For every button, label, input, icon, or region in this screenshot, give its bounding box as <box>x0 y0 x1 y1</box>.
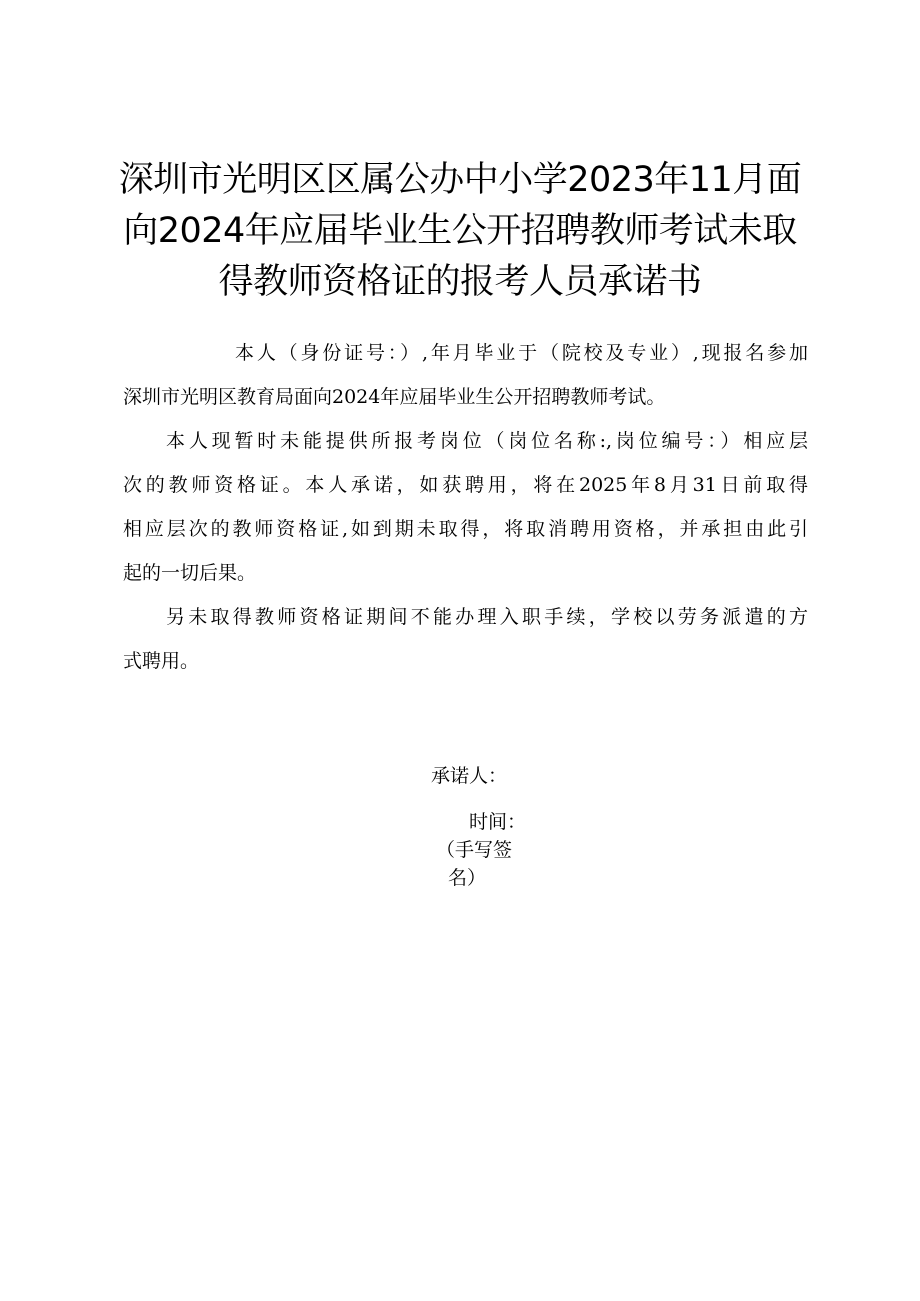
paragraph-line: 本人现暂时未能提供所报考岗位（岗位名称:,岗位编号：）相应层 <box>166 430 808 452</box>
signature-handwritten-note: （手写签 <box>436 839 513 861</box>
title-line-3: 得教师资格证的报考人员承诺书 <box>218 262 702 302</box>
paragraph-applicant-info <box>123 331 808 419</box>
paragraph-line: 式聘用。 <box>123 650 200 672</box>
paragraph-employment-note <box>123 595 808 683</box>
paragraph-line: 起的一切后果。 <box>123 562 257 584</box>
paragraph-line: 另未取得教师资格证期间不能办理入职手续，学校以劳务派遣的方 <box>166 606 808 628</box>
paragraph-commitment <box>123 419 808 595</box>
title-line-2: 向2024年应届毕业生公开招聘教师考试未取 <box>123 211 797 251</box>
signature-time-label: 时间： <box>469 811 527 833</box>
document-title <box>110 155 810 308</box>
paragraph-line: 本人（身份证号：）,年月毕业于（院校及专业）,现报名参加 <box>235 342 808 364</box>
signature-person-label: 承诺人： <box>431 765 508 787</box>
paragraph-line: 深圳市光明区教育局面向2024年应届毕业生公开招聘教师考试。 <box>123 386 666 408</box>
paragraph-line: 相应层次的教师资格证,如到期未取得，将取消聘用资格，并承担由此引 <box>123 518 808 540</box>
title-line-1: 深圳市光明区区属公办中小学2023年11月面 <box>118 160 802 200</box>
signature-handwritten-note: 名） <box>448 867 487 889</box>
paragraph-line: 次的教师资格证。本人承诺，如获聘用，将在2025年8月31日前取得 <box>123 474 808 496</box>
